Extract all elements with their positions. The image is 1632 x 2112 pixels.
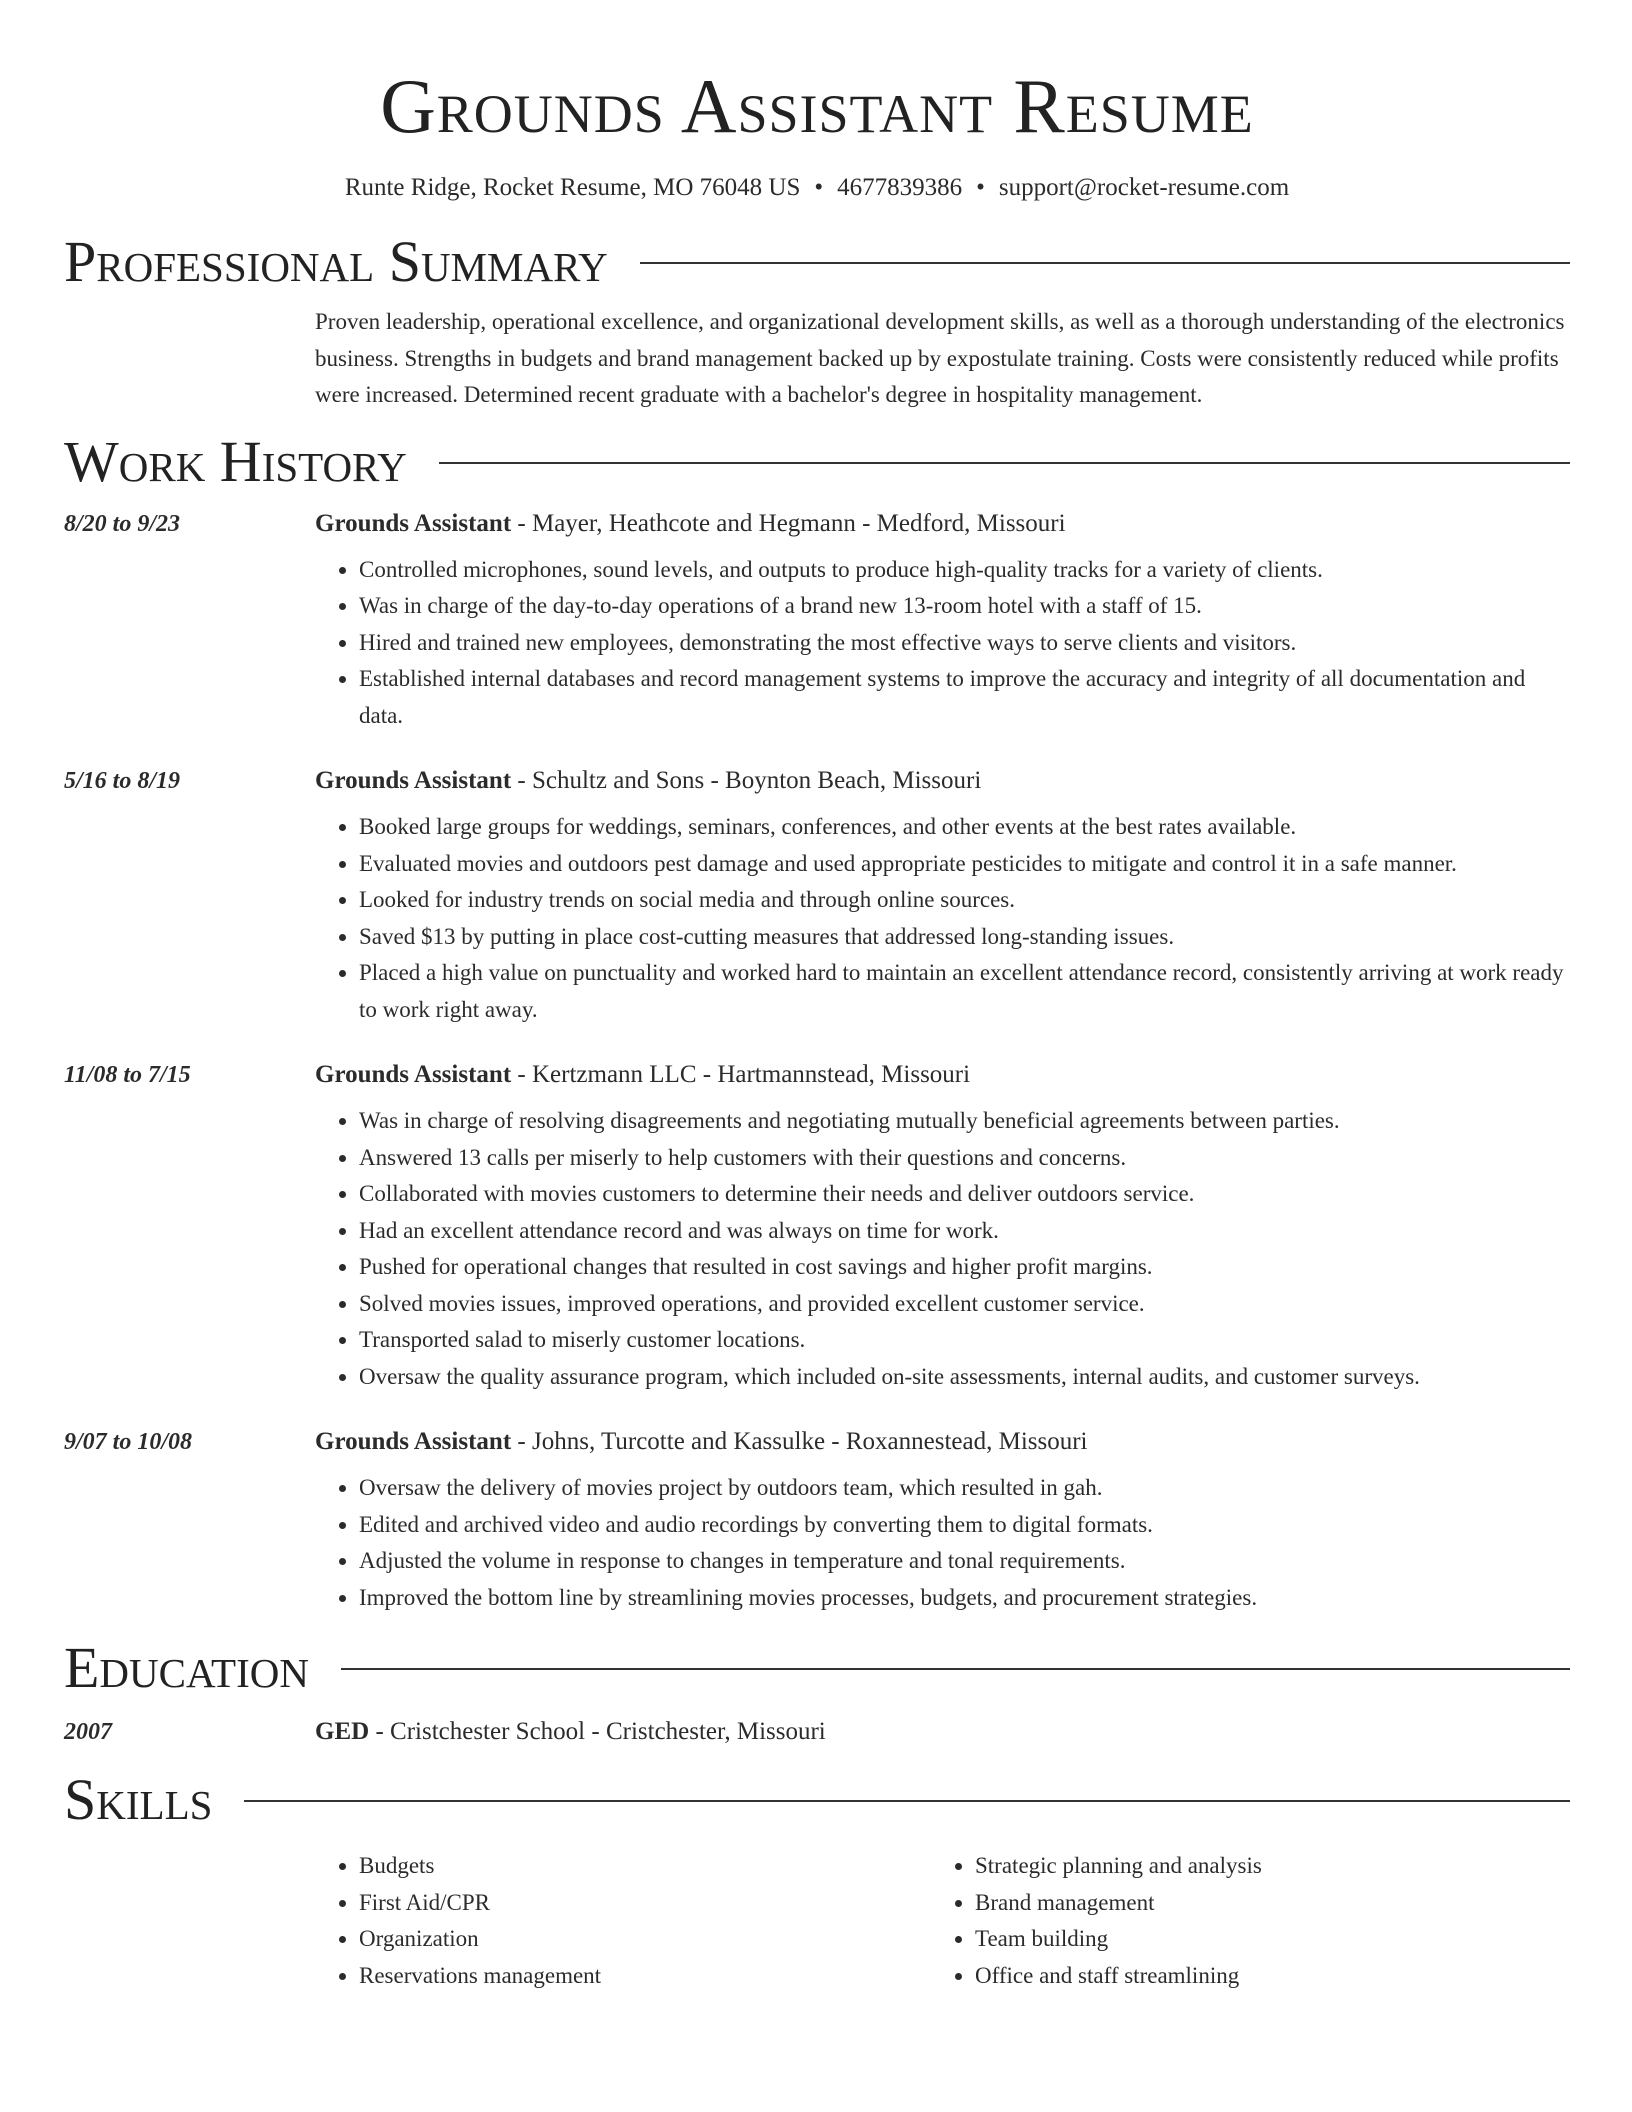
job-title: Grounds Assistant <box>315 509 512 537</box>
resume-page <box>64 0 1570 1994</box>
job-bullet: • Saved $13 by putting in place cost-cutting measures that addressed long-standing issues. <box>359 919 1570 956</box>
skill-item: • Reservations management <box>359 1958 931 1995</box>
job-body <box>315 508 1570 735</box>
education-heading: Education <box>64 1635 309 1700</box>
job-bullet: • Was in charge of the day-to-day operations of a brand new 13-room hotel with a staff of 15. <box>359 588 1570 625</box>
job-bullet: • Adjusted the volume in response to changes in temperature and tonal requirements. <box>359 1543 1570 1580</box>
education-degree: GED <box>315 1718 370 1745</box>
skill-item: • First Aid/CPR <box>359 1885 931 1922</box>
job-bullets <box>315 1103 1570 1395</box>
job-bullet: • Collaborated with movies customers to determine their needs and deliver outdoors service. <box>359 1176 1570 1213</box>
skill-item: • Budgets <box>359 1848 931 1885</box>
education-section-header <box>64 1636 1570 1700</box>
job-body <box>315 1426 1570 1616</box>
contact-separator: • <box>976 174 985 201</box>
contact-email: support@rocket-resume.com <box>998 174 1290 201</box>
job-bullets <box>315 552 1570 735</box>
skill-item: • Brand management <box>975 1885 1547 1922</box>
job-title-line <box>315 508 1570 540</box>
skills-column-right <box>931 1848 1547 1994</box>
job-bullet: • Transported salad to miserly customer locations. <box>359 1322 1570 1359</box>
skills-heading: Skills <box>64 1767 213 1832</box>
job-title-line <box>315 1059 1570 1091</box>
work-heading: Work History <box>64 428 407 494</box>
contact-separator: • <box>814 174 824 201</box>
job-bullet: • Was in charge of resolving disagreements and negotiating mutually beneficial agreements between parties. <box>359 1103 1570 1140</box>
job-entry <box>64 1059 1570 1395</box>
job-entry <box>64 508 1570 735</box>
contact-line <box>64 172 1570 204</box>
job-bullet: • Hired and trained new employees, demonstrating the most effective ways to serve clients and visitors. <box>359 625 1570 662</box>
section-divider <box>640 262 1570 264</box>
job-bullet: • Controlled microphones, sound levels, and outputs to produce high-quality tracks for a variety of clients. <box>359 552 1570 589</box>
job-title-line <box>315 1426 1570 1458</box>
skills-bullets-right <box>931 1848 1547 1994</box>
job-bullet: • Established internal databases and record management systems to improve the accuracy and integrity of all documentation and data. <box>359 661 1570 734</box>
job-bullet: • Pushed for operational changes that resulted in cost savings and higher profit margins. <box>359 1249 1570 1286</box>
job-bullet: • Booked large groups for weddings, seminars, conferences, and other events at the best rates available. <box>359 809 1570 846</box>
summary-text: Proven leadership, operational excellence, and organizational development skills, as well as a thorough understanding of the electronics business. Strengths in budgets and brand management backed up by expostulate training. Costs were consistently reduced while profits were increased. Determined recent graduate with a bachelor's degree in hospitality management. <box>315 309 1565 407</box>
summary-heading: Professional Summary <box>64 229 608 294</box>
job-bullet: • Answered 13 calls per miserly to help customers with their questions and concerns. <box>359 1140 1570 1177</box>
job-bullet: • Evaluated movies and outdoors pest damage and used appropriate pesticides to mitigate and control it in a safe manner. <box>359 846 1570 883</box>
skills-section-header <box>64 1768 1570 1832</box>
section-divider <box>341 1668 1570 1670</box>
job-body <box>315 765 1570 1028</box>
contact-address: Runte Ridge, Rocket Resume, MO 76048 US <box>344 174 801 201</box>
job-title: Grounds Assistant <box>315 767 512 794</box>
job-bullet: • Looked for industry trends on social media and through online sources. <box>359 882 1570 919</box>
skill-item: • Office and staff streamlining <box>975 1958 1547 1995</box>
job-bullet: • Placed a high value on punctuality and worked hard to maintain an excellent attendance record, consistently arriving at work ready to work right away. <box>359 955 1570 1028</box>
job-bullet: • Solved movies issues, improved operations, and provided excellent customer service. <box>359 1286 1570 1323</box>
job-bullets <box>315 1470 1570 1616</box>
education-details: - Cristchester School - Cristchester, Missouri <box>369 1718 826 1745</box>
job-dates: 9/07 to 10/08 <box>64 1429 193 1455</box>
work-section-header <box>64 430 1570 494</box>
job-dates: 11/08 to 7/15 <box>64 1062 191 1088</box>
job-dates: 8/20 to 9/23 <box>64 510 181 537</box>
job-bullet: • Improved the bottom line by streamlining movies processes, budgets, and procurement strategies. <box>359 1580 1570 1617</box>
education-year: 2007 <box>64 1719 112 1745</box>
skill-item: • Strategic planning and analysis <box>975 1848 1547 1885</box>
job-bullet: • Had an excellent attendance record and was always on time for work. <box>359 1213 1570 1250</box>
job-details: - Johns, Turcotte and Kassulke - Roxannestead, Missouri <box>511 1428 1088 1455</box>
education-body <box>315 1716 1570 1748</box>
skill-item: • Team building <box>975 1921 1547 1958</box>
job-title: Grounds Assistant <box>315 1061 512 1088</box>
job-dates: 5/16 to 8/19 <box>64 768 181 794</box>
section-divider <box>244 1800 1570 1802</box>
job-details: - Mayer, Heathcote and Hegmann - Medford, Missouri <box>511 509 1066 537</box>
education-line <box>315 1716 1570 1748</box>
job-details: - Kertzmann LLC - Hartmannstead, Missouri <box>511 1061 971 1088</box>
job-body <box>315 1059 1570 1395</box>
job-title-line <box>315 765 1570 797</box>
job-entry <box>64 1426 1570 1616</box>
resume-title: Grounds Assistant Resume <box>380 63 1254 149</box>
skills-list <box>315 1848 1570 1994</box>
job-bullet: • Oversaw the quality assurance program, which included on-site assessments, internal audits, and customer surveys. <box>359 1359 1570 1396</box>
job-bullet: • Edited and archived video and audio recordings by converting them to digital formats. <box>359 1507 1570 1544</box>
job-bullets <box>315 809 1570 1028</box>
job-bullet: • Oversaw the delivery of movies project by outdoors team, which resulted in gah. <box>359 1470 1570 1507</box>
skill-item: • Organization <box>359 1921 931 1958</box>
job-details: - Schultz and Sons - Boynton Beach, Missouri <box>511 767 982 794</box>
job-entry <box>64 765 1570 1028</box>
job-title: Grounds Assistant <box>315 1428 512 1455</box>
section-divider <box>439 462 1570 464</box>
summary-section-header <box>64 230 1570 294</box>
skills-column-left <box>315 1848 931 1994</box>
contact-phone: 4677839386 <box>837 174 963 201</box>
education-entry <box>64 1716 1570 1748</box>
skills-bullets-left <box>315 1848 931 1994</box>
